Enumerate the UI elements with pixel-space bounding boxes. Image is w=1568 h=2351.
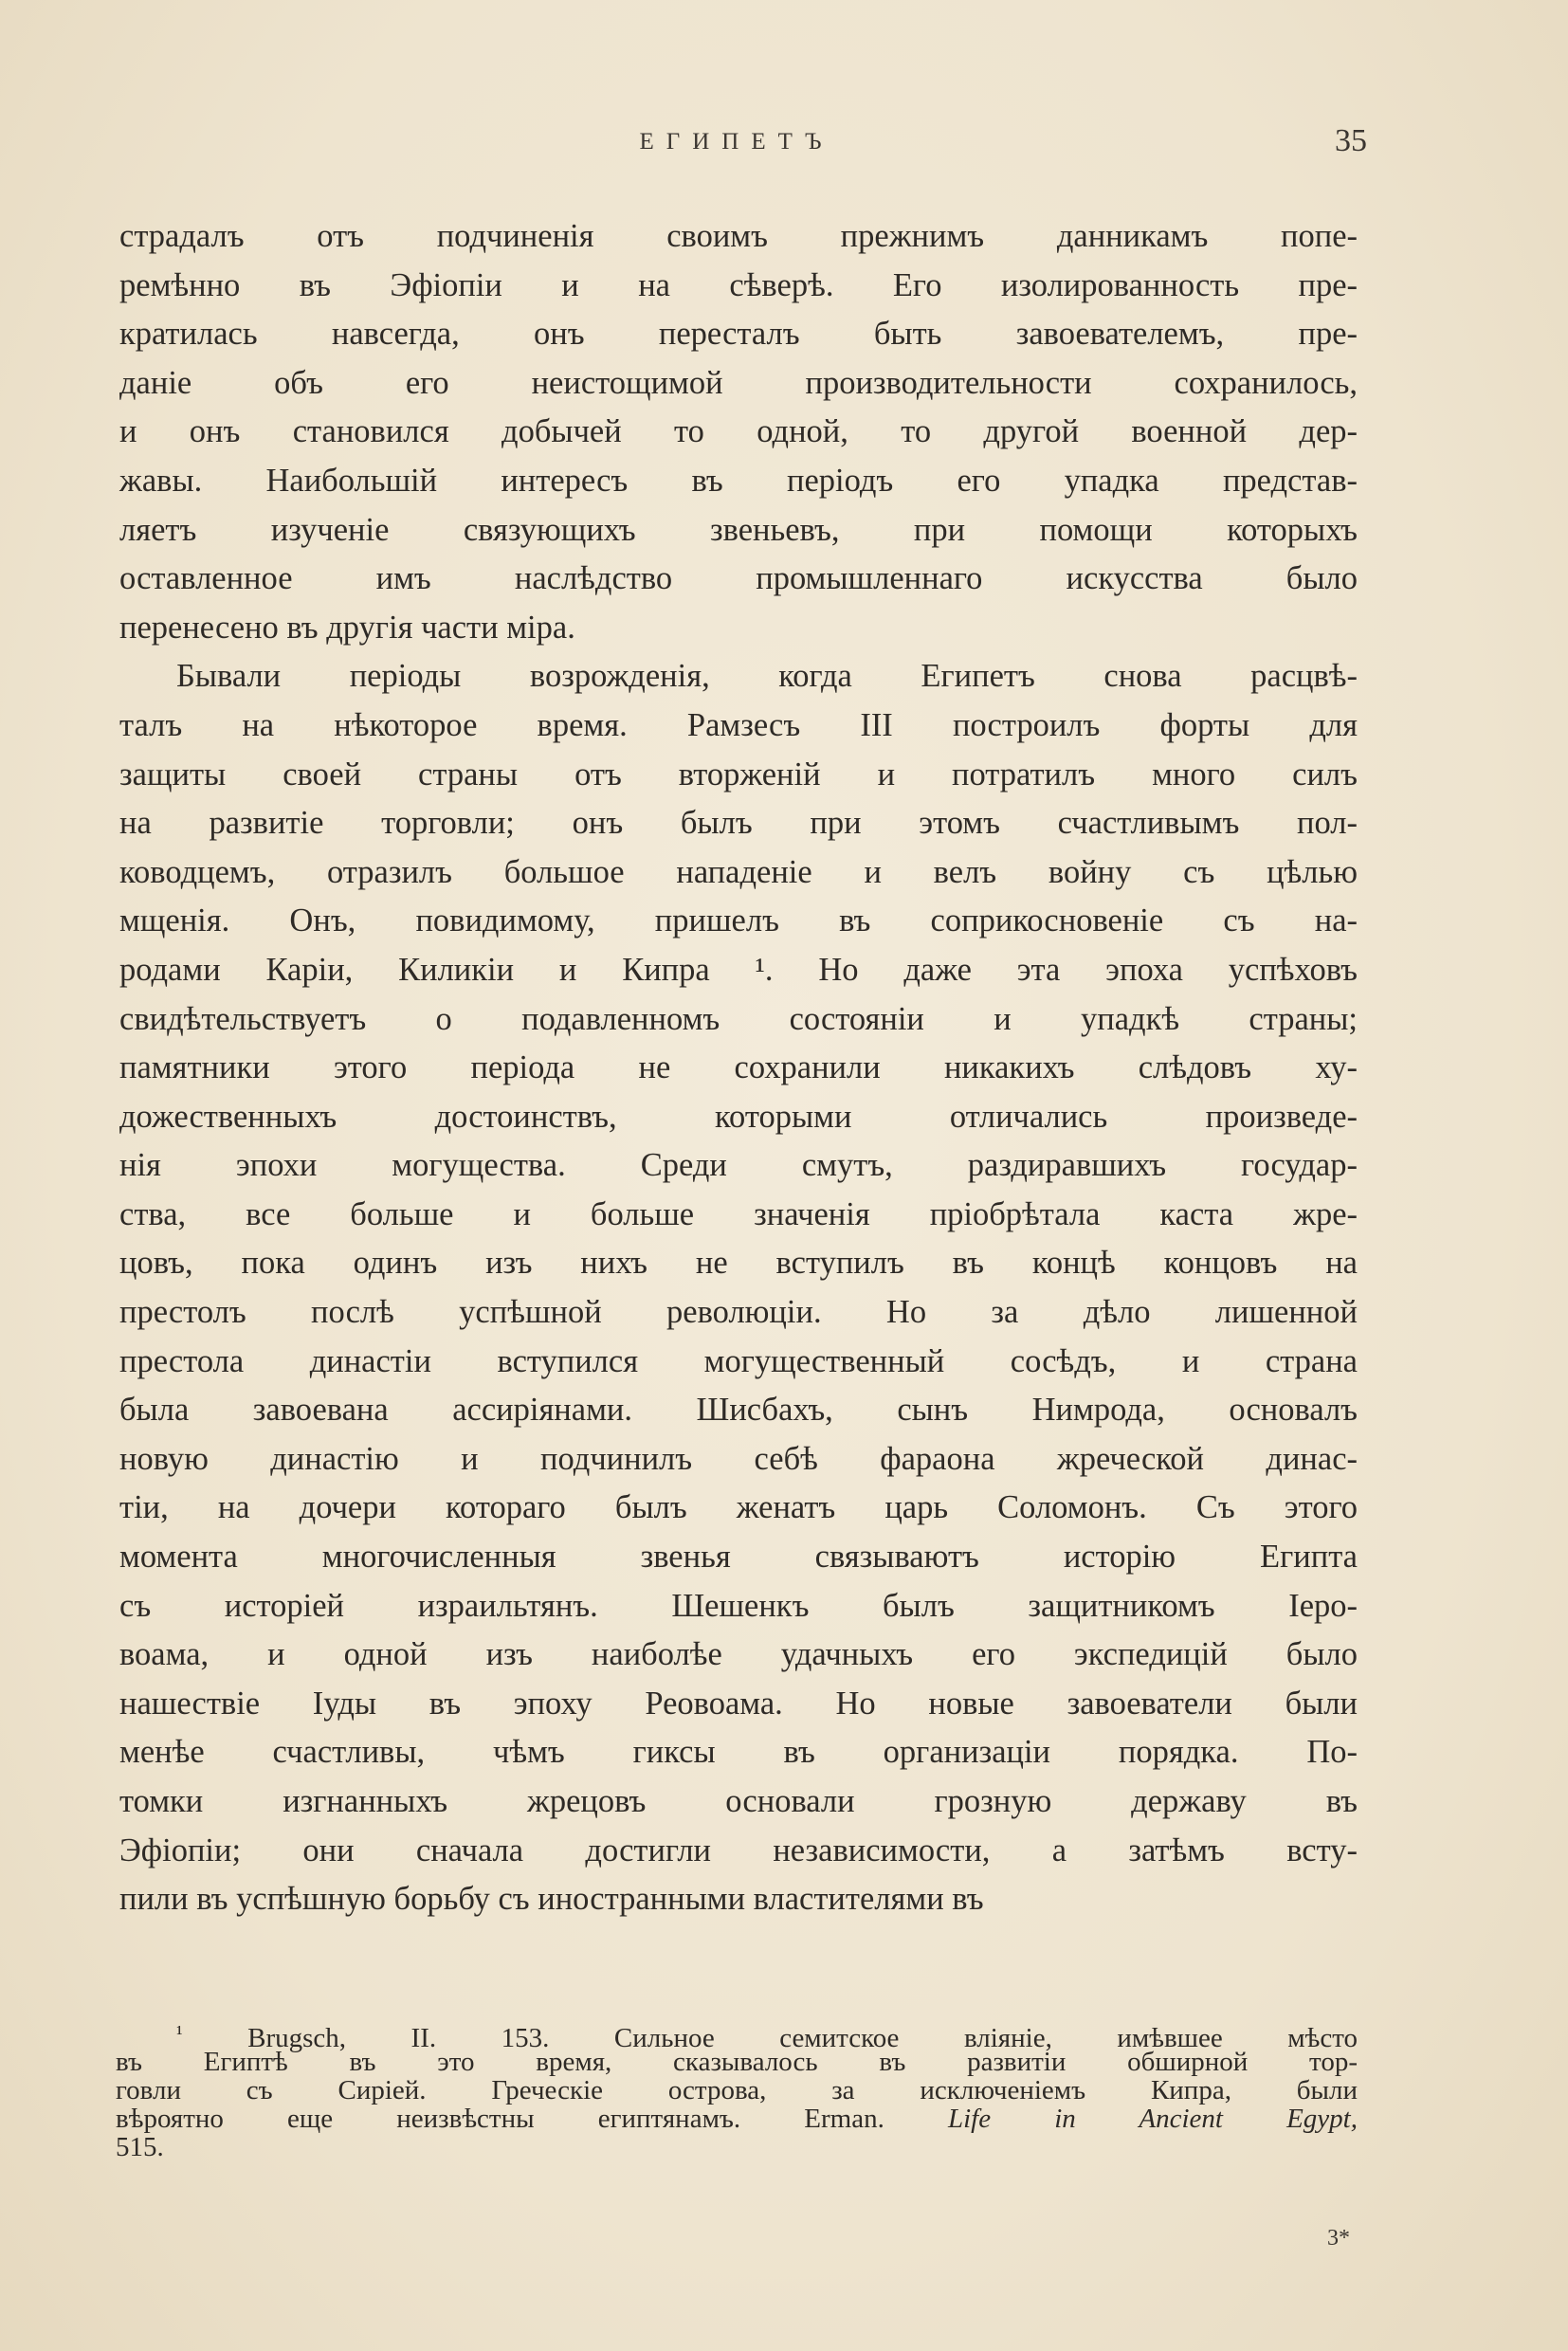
footnote [116, 2019, 1358, 2161]
text-line: новую династію и подчинилъ себѣ фараона жреческой динас- [119, 1440, 1358, 1477]
paragraph [119, 652, 1358, 1923]
text-line: съ исторіей израильтянъ. Шешенкъ былъ защитникомъ Іеро- [119, 1587, 1358, 1624]
text-line: воама, и одной изъ наиболѣе удачныхъ его экспедицій было [119, 1636, 1358, 1673]
text-line: томки изгнанныхъ жрецовъ основали грозную державу въ [119, 1783, 1358, 1819]
text-line: на развитіе торговли; онъ былъ при этомъ счастливымъ пол- [119, 805, 1358, 842]
text-line: момента многочисленныя звенья связываютъ исторію Египта [119, 1539, 1358, 1576]
text-line: тіи, на дочери котораго былъ женатъ царь Соломонъ. Съ этого [119, 1489, 1358, 1526]
footnote-citation-title: Life in Ancient Egypt, [947, 2104, 1358, 2134]
text-line: цовъ, пока одинъ изъ нихъ не вступилъ въ концѣ концовъ на [119, 1245, 1358, 1282]
running-title: ЕГИПЕТЪ [639, 129, 834, 155]
text-line: даніе объ его неистощимой производительности сохранилось, [119, 364, 1358, 401]
body-text [119, 212, 1358, 1924]
footnote-line: вѣроятно еще неизвѣстны египтянамъ. Erman. Life in Ancient Egypt, [116, 2104, 1358, 2134]
page-number: 35 [1335, 123, 1367, 158]
footnote-line: говли съ Сиріей. Греческіе острова, за исключеніемъ Кипра, были [116, 2075, 1358, 2105]
text-line: ремѣнно въ Эфіопіи и на сѣверѣ. Его изолированность пре- [119, 266, 1358, 303]
text-line: жавы. Наибольшій интересъ въ періодъ его упадка представ- [119, 462, 1358, 499]
text-line: перенесено въ другія части міра. [119, 609, 575, 646]
text-line: ководцемъ, отразилъ большое нападеніе и велъ войну съ цѣлью [119, 853, 1358, 890]
footnote-marker: ¹ [176, 2021, 183, 2045]
paragraph [119, 212, 1358, 652]
text-line: нашествіе Іуды въ эпоху Реовоама. Но новые завоеватели были [119, 1685, 1358, 1722]
text-line: кратилась навсегда, онъ пересталъ быть завоевателемъ, пре- [119, 316, 1358, 353]
text-line: свидѣтельствуетъ о подавленномъ состояніи и упадкѣ страны; [119, 1000, 1358, 1037]
text-line: Эфіопіи; они сначала достигли независимости, а затѣмъ всту- [119, 1832, 1358, 1868]
footnote-line: въ Египтѣ въ это время, сказывалось въ развитіи обширной тор- [116, 2047, 1358, 2077]
running-head [116, 123, 1367, 167]
text-line: родами Каріи, Киликіи и Кипра ¹. Но даже эта эпоха успѣховъ [119, 951, 1358, 988]
text-line: ляетъ изученіе связующихъ звеньевъ, при помощи которыхъ [119, 511, 1358, 548]
text-line: нія эпохи могущества. Среди смутъ, раздиравшихъ государ- [119, 1147, 1358, 1184]
text-line: мщенія. Онъ, повидимому, пришелъ въ соприкосновеніе съ на- [119, 902, 1358, 939]
text-line: и онъ становился добычей то одной, то другой военной дер- [119, 413, 1358, 450]
text-line: памятники этого періода не сохранили никакихъ слѣдовъ ху- [119, 1049, 1358, 1086]
text-line: была завоевана ассиріянами. Шисбахъ, сынъ Нимрода, основалъ [119, 1392, 1358, 1429]
text-line: пили въ успѣшную борьбу съ иностранными властителями въ [119, 1881, 984, 1918]
text-line: Бывали періоды возрожденія, когда Египетъ снова расцвѣ- [176, 658, 1358, 695]
text-line: менѣе счастливы, чѣмъ гиксы въ организаціи порядка. По- [119, 1734, 1358, 1771]
text-line: престола династіи вступился могущественный сосѣдъ, и страна [119, 1342, 1358, 1379]
text-line: талъ на нѣкоторое время. Рамзесъ III построилъ форты для [119, 706, 1358, 743]
text-line: ства, все больше и больше значенія пріобрѣтала каста жре- [119, 1195, 1358, 1232]
text-line: страдалъ отъ подчиненія своимъ прежнимъ данникамъ попе- [119, 218, 1358, 254]
footnote-line: $^{^1}$ Brugsch, II. 153. Сильное семитское вліяніе, имѣвшее мѣсто [176, 2021, 1358, 2053]
text-line: оставленное имъ наслѣдство промышленнаго искусства было [119, 560, 1358, 597]
text-line: престолъ послѣ успѣшной революціи. Но за дѣло лишенной [119, 1294, 1358, 1331]
printer-signature-mark: 3* [1327, 2226, 1350, 2251]
text-line: дожественныхъ достоинствъ, которыми отличались произведе- [119, 1098, 1358, 1135]
text-line: защиты своей страны отъ вторженій и потратилъ много силъ [119, 756, 1358, 793]
footnote-line: 515. [116, 2132, 164, 2162]
